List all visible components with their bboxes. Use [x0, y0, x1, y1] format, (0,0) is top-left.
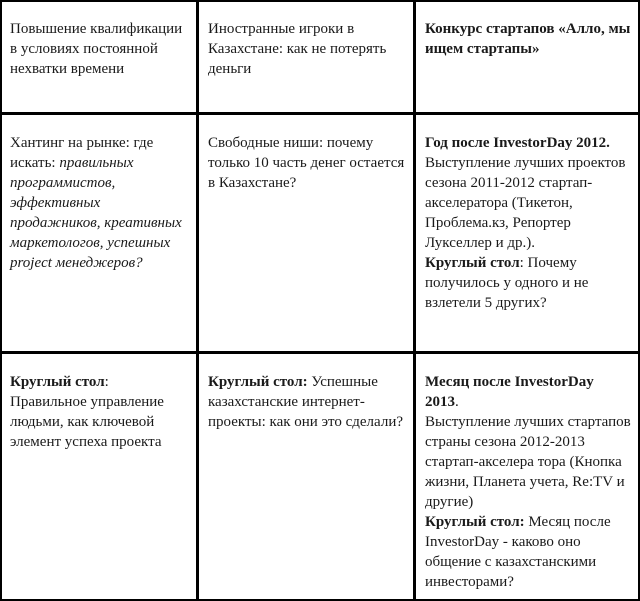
table-cell-r1-c1: [2, 2, 197, 113]
round-table-label: Круглый стол: [10, 374, 105, 390]
cell-text: Правильное управление людьми, как ключевой элемент успеха проекта: [10, 394, 164, 450]
table-cell-r3-c1: [2, 355, 197, 601]
table-cell-r1-c2: [200, 2, 414, 113]
cell-heading: Месяц после InvestorDay 2013: [425, 374, 594, 410]
cell-text: Хантинг на рынке: где искать:: [10, 135, 154, 171]
cell-text: Свободные ниши: почему только 10 часть денег остается в Казахстане?: [208, 135, 405, 191]
table-cell-r1-c3: [417, 2, 639, 113]
table-cell-r2-c2: [200, 116, 414, 352]
table-cell-r3-c2: [200, 355, 414, 601]
cell-text: Выступление лучших стартапов страны сезона 2012-2013 стартап-акселера тора (Кнопка жизни, Планета учета, Re:TV и другие): [425, 414, 631, 510]
cell-text: Иностранные игроки в Казахстане: как не потерять деньги: [208, 21, 387, 77]
table-cell-r2-c1: [2, 116, 197, 352]
cell-text: Месяц после InvestorDay - каково оно общение с казахстанскими инвесторами?: [425, 514, 611, 590]
cell-heading: Год после InvestorDay 2012.: [425, 135, 610, 151]
cell-text: Повышение квалификации в условиях постоянной нехватки времени: [10, 21, 183, 77]
cell-text: Успешные казахстанские интернет-проекты: как они это сделали?: [208, 374, 404, 430]
cell-text: Выступление лучших проектов сезона 2011-2012 стартап-акселератора (Тикетон, Проблема.кз, Репортер: [425, 155, 626, 231]
cell-text: Лукселлер и др.).: [425, 235, 535, 251]
round-table-label: Круглый стол:: [208, 374, 308, 390]
round-table-label: Круглый стол:: [425, 514, 525, 530]
cell-text: : Почему получилось у одного и не взлетели 5 других?: [425, 255, 589, 311]
cell-heading: Конкурс стартапов «Алло, мы ищем стартапы»: [425, 21, 631, 57]
table-cell-r2-c3: [417, 116, 639, 352]
table-cell-r3-c3: [417, 355, 639, 601]
cell-text: .: [455, 394, 459, 410]
cell-text: :: [104, 374, 109, 390]
cell-italic-text: правильных программистов, эффективных продажников, креативных маркетологов, успешных project менеджеров?: [10, 155, 182, 271]
round-table-label: Круглый стол: [425, 255, 520, 271]
